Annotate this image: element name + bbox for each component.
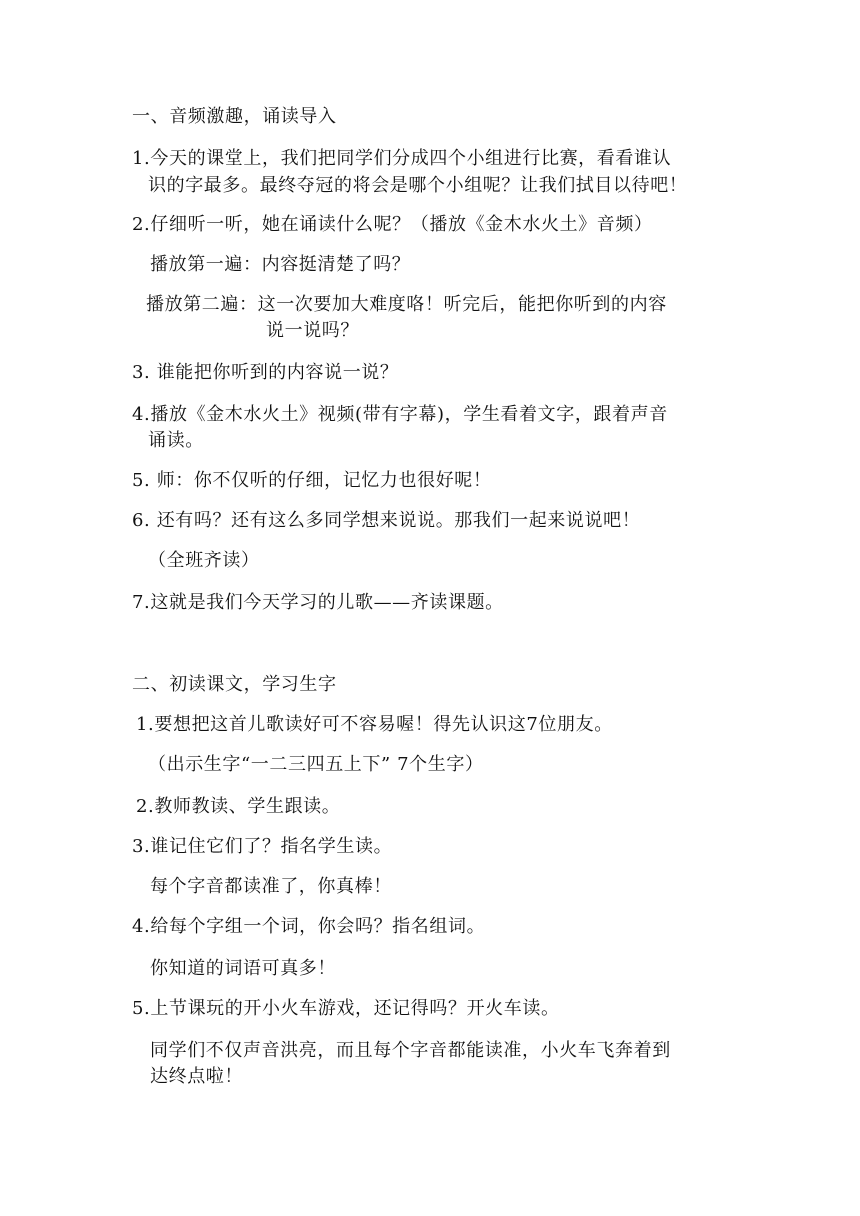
paragraph-line: 诵读。 (148, 430, 204, 451)
paragraph-line: 4.播放《金木水火土》视频(带有字幕)，学生看着文字，跟着声音 (132, 404, 668, 425)
paragraph-line: 1.要想把这首儿歌读好可不容易喔！得先认识这7位朋友。 (136, 714, 613, 735)
section-heading-1: 一、音频激趣，诵读导入 (132, 106, 337, 127)
paragraph-line: 2.教师教读、学生跟读。 (136, 796, 341, 817)
paragraph-line: 你知道的词语可真多！ (150, 958, 336, 979)
paragraph-line: 说一说吗？ (266, 320, 359, 341)
paragraph-line: 4.给每个字组一个词，你会吗？指名组词。 (132, 916, 486, 937)
paragraph-line: （出示生字“一二三四五上下” 7个生字） (148, 754, 484, 775)
paragraph-line: 6. 还有吗？还有这么多同学想来说说。那我们一起来说说吧！ (132, 510, 641, 531)
paragraph-line: 每个字音都读准了，你真棒！ (150, 876, 392, 897)
paragraph-line: 5. 师：你不仅听的仔细，记忆力也很好呢！ (132, 470, 492, 491)
paragraph-line: 识的字最多。最终夺冠的将会是哪个小组呢？让我们拭目以待吧！ (148, 175, 688, 196)
paragraph-line: 3. 谁能把你听到的内容说一说？ (132, 362, 399, 383)
section-heading-2: 二、初读课文，学习生字 (132, 674, 337, 695)
paragraph-line: 7.这就是我们今天学习的儿歌——齐读课题。 (132, 592, 504, 613)
paragraph-line: （全班齐读） (148, 550, 260, 571)
paragraph-line: 1.今天的课堂上，我们把同学们分成四个小组进行比赛，看看谁认 (132, 148, 672, 169)
paragraph-line: 播放第一遍：内容挺清楚了吗？ (150, 254, 411, 275)
paragraph-line: 2.仔细听一听，她在诵读什么呢？（播放《金木水火土》音频） (132, 214, 653, 235)
paragraph-line: 5.上节课玩的开小火车游戏，还记得吗？开火车读。 (132, 998, 560, 1019)
paragraph-line: 同学们不仅声音洪亮，而且每个字音都能读准，小火车飞奔着到 (150, 1040, 671, 1061)
paragraph-line: 达终点啦！ (150, 1066, 243, 1087)
paragraph-line: 3.谁记住它们了？指名学生读。 (132, 836, 393, 857)
paragraph-line: 播放第二遍：这一次要加大难度咯！听完后，能把你听到的内容 (146, 294, 667, 315)
